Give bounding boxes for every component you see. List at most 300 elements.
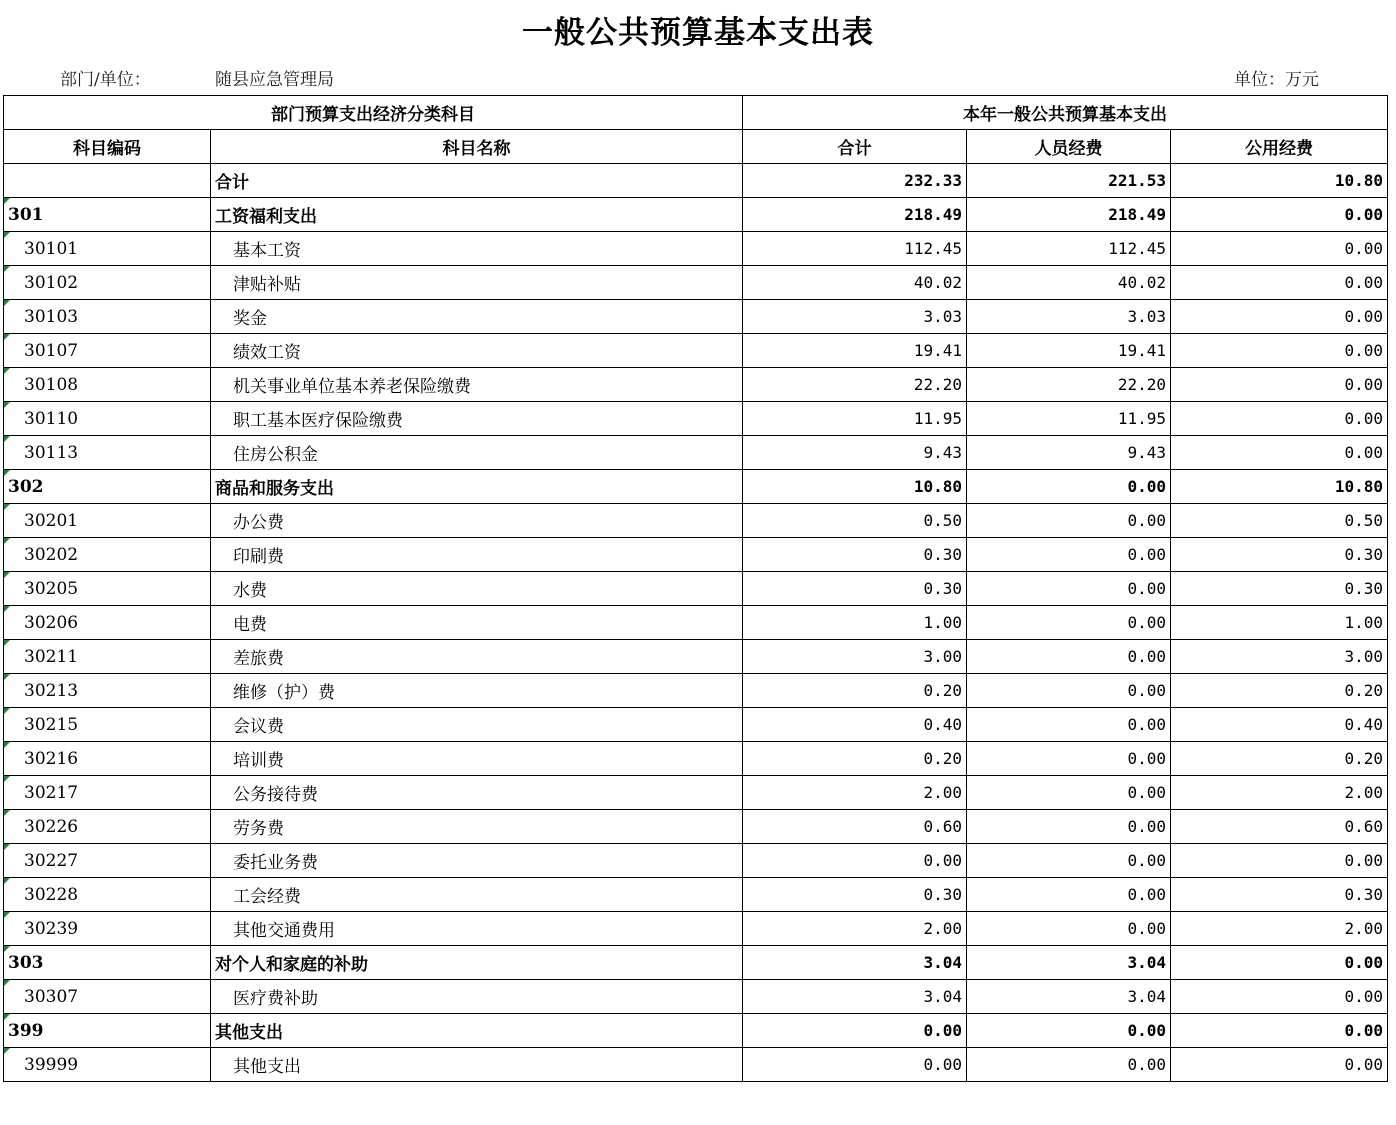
personnel-expense-cell[interactable] (967, 674, 1171, 708)
public-expense-text: 0.60 (1344, 817, 1383, 836)
public-expense-text: 0.30 (1344, 885, 1383, 904)
personnel-expense-text: 22.20 (1117, 375, 1166, 394)
public-expense-text: 2.00 (1344, 783, 1383, 802)
subject-code-text: 30217 (24, 782, 79, 803)
total-text: 22.20 (913, 375, 962, 394)
public-expense-cell[interactable] (1171, 266, 1388, 300)
subject-code-text: 30213 (24, 680, 79, 701)
table-row (4, 266, 1388, 300)
personnel-expense-cell[interactable] (967, 470, 1171, 504)
subject-code-text: 30201 (24, 510, 79, 531)
subject-code-cell[interactable] (4, 436, 211, 470)
table-row (4, 504, 1388, 538)
total-text: 0.30 (923, 579, 962, 598)
public-expense-text: 0.00 (1344, 1021, 1383, 1040)
text-number-marker (4, 810, 10, 816)
total-cell[interactable] (743, 402, 967, 436)
subject-name-cell[interactable] (211, 572, 743, 606)
public-expense-text: 0.30 (1344, 545, 1383, 564)
total-cell[interactable] (743, 1048, 967, 1082)
text-number-marker (4, 844, 10, 850)
public-expense-cell[interactable] (1171, 198, 1388, 232)
text-number-marker (4, 640, 10, 646)
public-expense-cell[interactable] (1171, 640, 1388, 674)
total-cell[interactable] (743, 708, 967, 742)
subject-name-text: 培训费 (233, 751, 284, 771)
subject-code-cell[interactable] (4, 674, 211, 708)
personnel-expense-cell[interactable] (967, 164, 1171, 198)
subject-code-text: 30110 (24, 408, 79, 429)
subject-code-text: 30215 (24, 714, 79, 735)
header-subject-code[interactable]: 科目编码 (4, 130, 211, 164)
personnel-expense-text: 0.00 (1127, 545, 1166, 564)
table-row (4, 368, 1388, 402)
header-column-row (4, 130, 1388, 164)
subject-code-cell[interactable] (4, 266, 211, 300)
total-text: 0.00 (923, 851, 962, 870)
public-expense-cell[interactable] (1171, 1048, 1388, 1082)
total-cell[interactable] (743, 198, 967, 232)
subject-name-cell[interactable] (211, 198, 743, 232)
total-cell[interactable] (743, 844, 967, 878)
total-cell[interactable] (743, 980, 967, 1014)
subject-code-cell[interactable] (4, 606, 211, 640)
subject-name-cell[interactable] (211, 232, 743, 266)
subject-code-cell[interactable] (4, 198, 211, 232)
public-expense-cell[interactable] (1171, 504, 1388, 538)
text-number-marker (4, 674, 10, 680)
table-row (4, 640, 1388, 674)
total-text: 3.04 (923, 953, 962, 972)
total-text: 0.60 (923, 817, 962, 836)
total-text: 2.00 (923, 919, 962, 938)
subject-name-text: 电费 (233, 615, 267, 635)
public-expense-cell[interactable] (1171, 606, 1388, 640)
subject-code-cell[interactable] (4, 1048, 211, 1082)
category-row (4, 1014, 1388, 1048)
public-expense-cell[interactable] (1171, 776, 1388, 810)
personnel-expense-cell[interactable] (967, 946, 1171, 980)
public-expense-text: 0.00 (1344, 341, 1383, 360)
text-number-marker (4, 878, 10, 884)
subject-code-cell[interactable] (4, 946, 211, 980)
text-number-marker (4, 266, 10, 272)
subject-name-cell[interactable] (211, 980, 743, 1014)
personnel-expense-cell[interactable] (967, 572, 1171, 606)
public-expense-text: 0.00 (1344, 205, 1383, 224)
subject-code-cell[interactable] (4, 402, 211, 436)
public-expense-cell[interactable] (1171, 470, 1388, 504)
text-number-marker (4, 1048, 10, 1054)
public-expense-text: 2.00 (1344, 919, 1383, 938)
total-text: 0.00 (923, 1021, 962, 1040)
personnel-expense-cell[interactable] (967, 810, 1171, 844)
total-cell[interactable] (743, 1014, 967, 1048)
total-text: 3.00 (923, 647, 962, 666)
personnel-expense-text: 0.00 (1127, 817, 1166, 836)
total-cell[interactable] (743, 436, 967, 470)
total-cell[interactable] (743, 470, 967, 504)
total-text: 0.50 (923, 511, 962, 530)
text-number-marker (4, 436, 10, 442)
subject-name-text: 奖金 (233, 309, 267, 329)
subject-name-cell[interactable] (211, 402, 743, 436)
subject-name-text: 住房公积金 (233, 445, 318, 465)
text-number-marker (4, 980, 10, 986)
public-expense-cell[interactable] (1171, 572, 1388, 606)
public-expense-cell[interactable] (1171, 1014, 1388, 1048)
total-cell[interactable] (743, 266, 967, 300)
subject-name-cell[interactable] (211, 708, 743, 742)
subject-name-cell[interactable] (211, 470, 743, 504)
table-row (4, 776, 1388, 810)
subject-name-text: 商品和服务支出 (215, 479, 334, 499)
public-expense-cell[interactable] (1171, 810, 1388, 844)
subject-name-text: 会议费 (233, 717, 284, 737)
personnel-expense-cell[interactable] (967, 606, 1171, 640)
public-expense-text: 0.00 (1344, 273, 1383, 292)
total-row (4, 164, 1388, 198)
subject-name-text: 基本工资 (233, 241, 301, 261)
subject-code-cell[interactable] (4, 538, 211, 572)
personnel-expense-text: 0.00 (1127, 749, 1166, 768)
subject-code-cell[interactable] (4, 572, 211, 606)
category-row (4, 470, 1388, 504)
total-cell[interactable] (743, 538, 967, 572)
personnel-expense-cell[interactable] (967, 1048, 1171, 1082)
header-public-expense[interactable]: 公用经费 (1171, 130, 1388, 164)
subject-code-cell[interactable] (4, 912, 211, 946)
subject-code-cell[interactable] (4, 640, 211, 674)
total-text: 3.03 (923, 307, 962, 326)
subject-name-cell[interactable] (211, 1014, 743, 1048)
public-expense-text: 10.80 (1334, 477, 1383, 496)
total-cell[interactable] (743, 640, 967, 674)
total-text: 0.40 (923, 715, 962, 734)
personnel-expense-text: 0.00 (1127, 647, 1166, 666)
subject-code-text: 30113 (24, 442, 79, 463)
personnel-expense-cell[interactable] (967, 368, 1171, 402)
text-number-marker (4, 572, 10, 578)
public-expense-cell[interactable] (1171, 402, 1388, 436)
table-row (4, 1048, 1388, 1082)
subject-code-text: 30108 (24, 374, 79, 395)
text-number-marker (4, 946, 10, 952)
personnel-expense-text: 0.00 (1127, 851, 1166, 870)
subject-code-cell[interactable] (4, 742, 211, 776)
subject-code-text: 30206 (24, 612, 79, 633)
public-expense-cell[interactable] (1171, 708, 1388, 742)
table-row (4, 674, 1388, 708)
subject-name-text: 工会经费 (233, 887, 301, 907)
subject-code-cell[interactable] (4, 470, 211, 504)
public-expense-cell[interactable] (1171, 334, 1388, 368)
total-text: 232.33 (904, 171, 962, 190)
total-text: 0.30 (923, 885, 962, 904)
table-row (4, 844, 1388, 878)
personnel-expense-text: 112.45 (1108, 239, 1166, 258)
subject-code-text: 30226 (24, 816, 79, 837)
personnel-expense-cell[interactable] (967, 334, 1171, 368)
subject-code-cell[interactable] (4, 844, 211, 878)
subject-code-cell[interactable] (4, 1014, 211, 1048)
subject-code-text: 30227 (24, 850, 79, 871)
personnel-expense-cell[interactable] (967, 436, 1171, 470)
subject-name-text: 职工基本医疗保险缴费 (233, 411, 403, 431)
subject-code-cell[interactable] (4, 980, 211, 1014)
total-cell[interactable] (743, 232, 967, 266)
header-group-row (4, 96, 1388, 130)
subject-code-cell[interactable] (4, 878, 211, 912)
subject-name-text: 维修（护）费 (233, 683, 335, 703)
text-number-marker (4, 334, 10, 340)
category-row (4, 946, 1388, 980)
subject-code-cell[interactable] (4, 334, 211, 368)
table-row (4, 878, 1388, 912)
subject-code-cell[interactable] (4, 232, 211, 266)
personnel-expense-cell[interactable] (967, 878, 1171, 912)
text-number-marker (4, 402, 10, 408)
subject-name-cell[interactable] (211, 878, 743, 912)
subject-name-cell[interactable] (211, 810, 743, 844)
table-row (4, 436, 1388, 470)
total-cell[interactable] (743, 878, 967, 912)
total-cell[interactable] (743, 912, 967, 946)
subject-code-cell[interactable] (4, 164, 211, 198)
subject-code-cell[interactable] (4, 776, 211, 810)
header-total[interactable]: 合计 (743, 130, 967, 164)
subject-name-cell[interactable] (211, 334, 743, 368)
subject-code-text: 399 (8, 1020, 44, 1041)
subject-name-cell[interactable] (211, 606, 743, 640)
header-basic-expenditure[interactable]: 本年一般公共预算基本支出 (743, 96, 1388, 130)
total-text: 40.02 (913, 273, 962, 292)
public-expense-cell[interactable] (1171, 300, 1388, 334)
public-expense-text: 3.00 (1344, 647, 1383, 666)
subject-name-text: 其他支出 (215, 1023, 283, 1043)
page-title: 一般公共预算基本支出表 (522, 15, 874, 51)
subject-name-cell[interactable] (211, 776, 743, 810)
personnel-expense-text: 11.95 (1117, 409, 1166, 428)
public-expense-cell[interactable] (1171, 878, 1388, 912)
public-expense-text: 0.40 (1344, 715, 1383, 734)
personnel-expense-cell[interactable] (967, 266, 1171, 300)
personnel-expense-text: 19.41 (1117, 341, 1166, 360)
personnel-expense-text: 0.00 (1127, 715, 1166, 734)
total-cell[interactable] (743, 334, 967, 368)
personnel-expense-cell[interactable] (967, 300, 1171, 334)
header-economic-classification[interactable]: 部门预算支出经济分类科目 (4, 96, 743, 130)
subject-name-cell[interactable] (211, 742, 743, 776)
text-number-marker (4, 742, 10, 748)
public-expense-text: 1.00 (1344, 613, 1383, 632)
subject-name-cell[interactable] (211, 504, 743, 538)
public-expense-text: 0.00 (1344, 953, 1383, 972)
subject-name-text: 医疗费补助 (233, 989, 318, 1009)
subject-code-text: 30307 (24, 986, 79, 1007)
subject-code-text: 30102 (24, 272, 79, 293)
text-number-marker (4, 232, 10, 238)
total-cell[interactable] (743, 742, 967, 776)
personnel-expense-cell[interactable] (967, 232, 1171, 266)
subject-code-cell[interactable] (4, 368, 211, 402)
table-row (4, 300, 1388, 334)
text-number-marker (4, 504, 10, 510)
department-value: 随县应急管理局 (215, 70, 334, 90)
subject-name-cell[interactable] (211, 164, 743, 198)
public-expense-cell[interactable] (1171, 912, 1388, 946)
total-text: 0.20 (923, 749, 962, 768)
subject-name-cell[interactable] (211, 1048, 743, 1082)
table-row (4, 402, 1388, 436)
subject-name-text: 其他支出 (233, 1057, 301, 1077)
header-personnel-expense[interactable]: 人员经费 (967, 130, 1171, 164)
subject-code-cell[interactable] (4, 300, 211, 334)
personnel-expense-cell[interactable] (967, 912, 1171, 946)
personnel-expense-cell[interactable] (967, 402, 1171, 436)
personnel-expense-cell[interactable] (967, 844, 1171, 878)
total-cell[interactable] (743, 946, 967, 980)
total-cell[interactable] (743, 300, 967, 334)
public-expense-cell[interactable] (1171, 980, 1388, 1014)
subject-code-cell[interactable] (4, 504, 211, 538)
subject-name-text: 差旅费 (233, 649, 284, 669)
personnel-expense-text: 9.43 (1127, 443, 1166, 462)
personnel-expense-text: 0.00 (1127, 1055, 1166, 1074)
public-expense-text: 0.50 (1344, 511, 1383, 530)
total-text: 19.41 (913, 341, 962, 360)
personnel-expense-text: 0.00 (1127, 477, 1166, 496)
text-number-marker (4, 300, 10, 306)
personnel-expense-text: 0.00 (1127, 579, 1166, 598)
personnel-expense-cell[interactable] (967, 776, 1171, 810)
public-expense-cell[interactable] (1171, 164, 1388, 198)
public-expense-cell[interactable] (1171, 742, 1388, 776)
table-row (4, 742, 1388, 776)
public-expense-cell[interactable] (1171, 368, 1388, 402)
budget-table (3, 95, 1388, 1082)
subject-code-text: 30107 (24, 340, 79, 361)
total-text: 112.45 (904, 239, 962, 258)
text-number-marker (4, 606, 10, 612)
total-cell[interactable] (743, 674, 967, 708)
text-number-marker (4, 198, 10, 204)
public-expense-cell[interactable] (1171, 232, 1388, 266)
personnel-expense-text: 3.04 (1127, 953, 1166, 972)
table-row (4, 980, 1388, 1014)
subject-name-cell[interactable] (211, 300, 743, 334)
subject-code-text: 30103 (24, 306, 79, 327)
subject-code-text: 30205 (24, 578, 79, 599)
department-label: 部门/单位： (60, 70, 151, 90)
public-expense-text: 0.20 (1344, 681, 1383, 700)
text-number-marker (4, 538, 10, 544)
total-text: 2.00 (923, 783, 962, 802)
subject-name-text: 津贴补贴 (233, 275, 301, 295)
total-cell[interactable] (743, 776, 967, 810)
total-cell[interactable] (743, 368, 967, 402)
table-row (4, 606, 1388, 640)
personnel-expense-text: 0.00 (1127, 885, 1166, 904)
subject-name-cell[interactable] (211, 844, 743, 878)
subject-name-cell[interactable] (211, 538, 743, 572)
subject-name-cell[interactable] (211, 436, 743, 470)
total-cell[interactable] (743, 504, 967, 538)
subject-code-text: 30228 (24, 884, 79, 905)
subject-code-text: 302 (8, 476, 44, 497)
subject-name-text: 水费 (233, 581, 267, 601)
subject-name-text: 对个人和家庭的补助 (215, 955, 368, 975)
subject-name-cell[interactable] (211, 912, 743, 946)
public-expense-text: 0.20 (1344, 749, 1383, 768)
subject-name-text: 委托业务费 (233, 853, 318, 873)
personnel-expense-text: 0.00 (1127, 783, 1166, 802)
subject-name-text: 其他交通费用 (233, 921, 335, 941)
subject-name-cell[interactable] (211, 640, 743, 674)
personnel-expense-cell[interactable] (967, 198, 1171, 232)
subject-code-text: 39999 (24, 1054, 79, 1075)
personnel-expense-cell[interactable] (967, 708, 1171, 742)
table-row (4, 572, 1388, 606)
personnel-expense-cell[interactable] (967, 980, 1171, 1014)
unit-label: 单位：万元 (1234, 70, 1319, 90)
subject-code-text: 30101 (24, 238, 79, 259)
public-expense-cell[interactable] (1171, 674, 1388, 708)
subject-name-cell[interactable] (211, 368, 743, 402)
subject-code-text: 30211 (24, 646, 79, 667)
public-expense-text: 0.00 (1344, 307, 1383, 326)
subject-code-cell[interactable] (4, 810, 211, 844)
personnel-expense-text: 0.00 (1127, 613, 1166, 632)
subject-name-text: 印刷费 (233, 547, 284, 567)
personnel-expense-cell[interactable] (967, 504, 1171, 538)
total-cell[interactable] (743, 606, 967, 640)
total-text: 218.49 (904, 205, 962, 224)
personnel-expense-text: 218.49 (1108, 205, 1166, 224)
public-expense-text: 0.00 (1344, 443, 1383, 462)
public-expense-cell[interactable] (1171, 946, 1388, 980)
personnel-expense-cell[interactable] (967, 640, 1171, 674)
subject-name-text: 绩效工资 (233, 343, 301, 363)
table-row (4, 334, 1388, 368)
text-number-marker (4, 470, 10, 476)
total-cell[interactable] (743, 810, 967, 844)
public-expense-cell[interactable] (1171, 844, 1388, 878)
total-text: 0.30 (923, 545, 962, 564)
personnel-expense-cell[interactable] (967, 742, 1171, 776)
personnel-expense-cell[interactable] (967, 1014, 1171, 1048)
subject-name-text: 劳务费 (233, 819, 284, 839)
text-number-marker (4, 368, 10, 374)
public-expense-text: 0.00 (1344, 987, 1383, 1006)
personnel-expense-cell[interactable] (967, 538, 1171, 572)
subject-name-cell[interactable] (211, 266, 743, 300)
public-expense-text: 0.30 (1344, 579, 1383, 598)
subject-name-cell[interactable] (211, 946, 743, 980)
subject-code-cell[interactable] (4, 708, 211, 742)
header-subject-name[interactable]: 科目名称 (211, 130, 743, 164)
public-expense-text: 0.00 (1344, 851, 1383, 870)
public-expense-cell[interactable] (1171, 436, 1388, 470)
public-expense-cell[interactable] (1171, 538, 1388, 572)
personnel-expense-text: 40.02 (1117, 273, 1166, 292)
subject-name-text: 公务接待费 (233, 785, 318, 805)
total-cell[interactable] (743, 164, 967, 198)
total-cell[interactable] (743, 572, 967, 606)
table-row (4, 912, 1388, 946)
public-expense-text: 0.00 (1344, 1055, 1383, 1074)
subject-name-cell[interactable] (211, 674, 743, 708)
